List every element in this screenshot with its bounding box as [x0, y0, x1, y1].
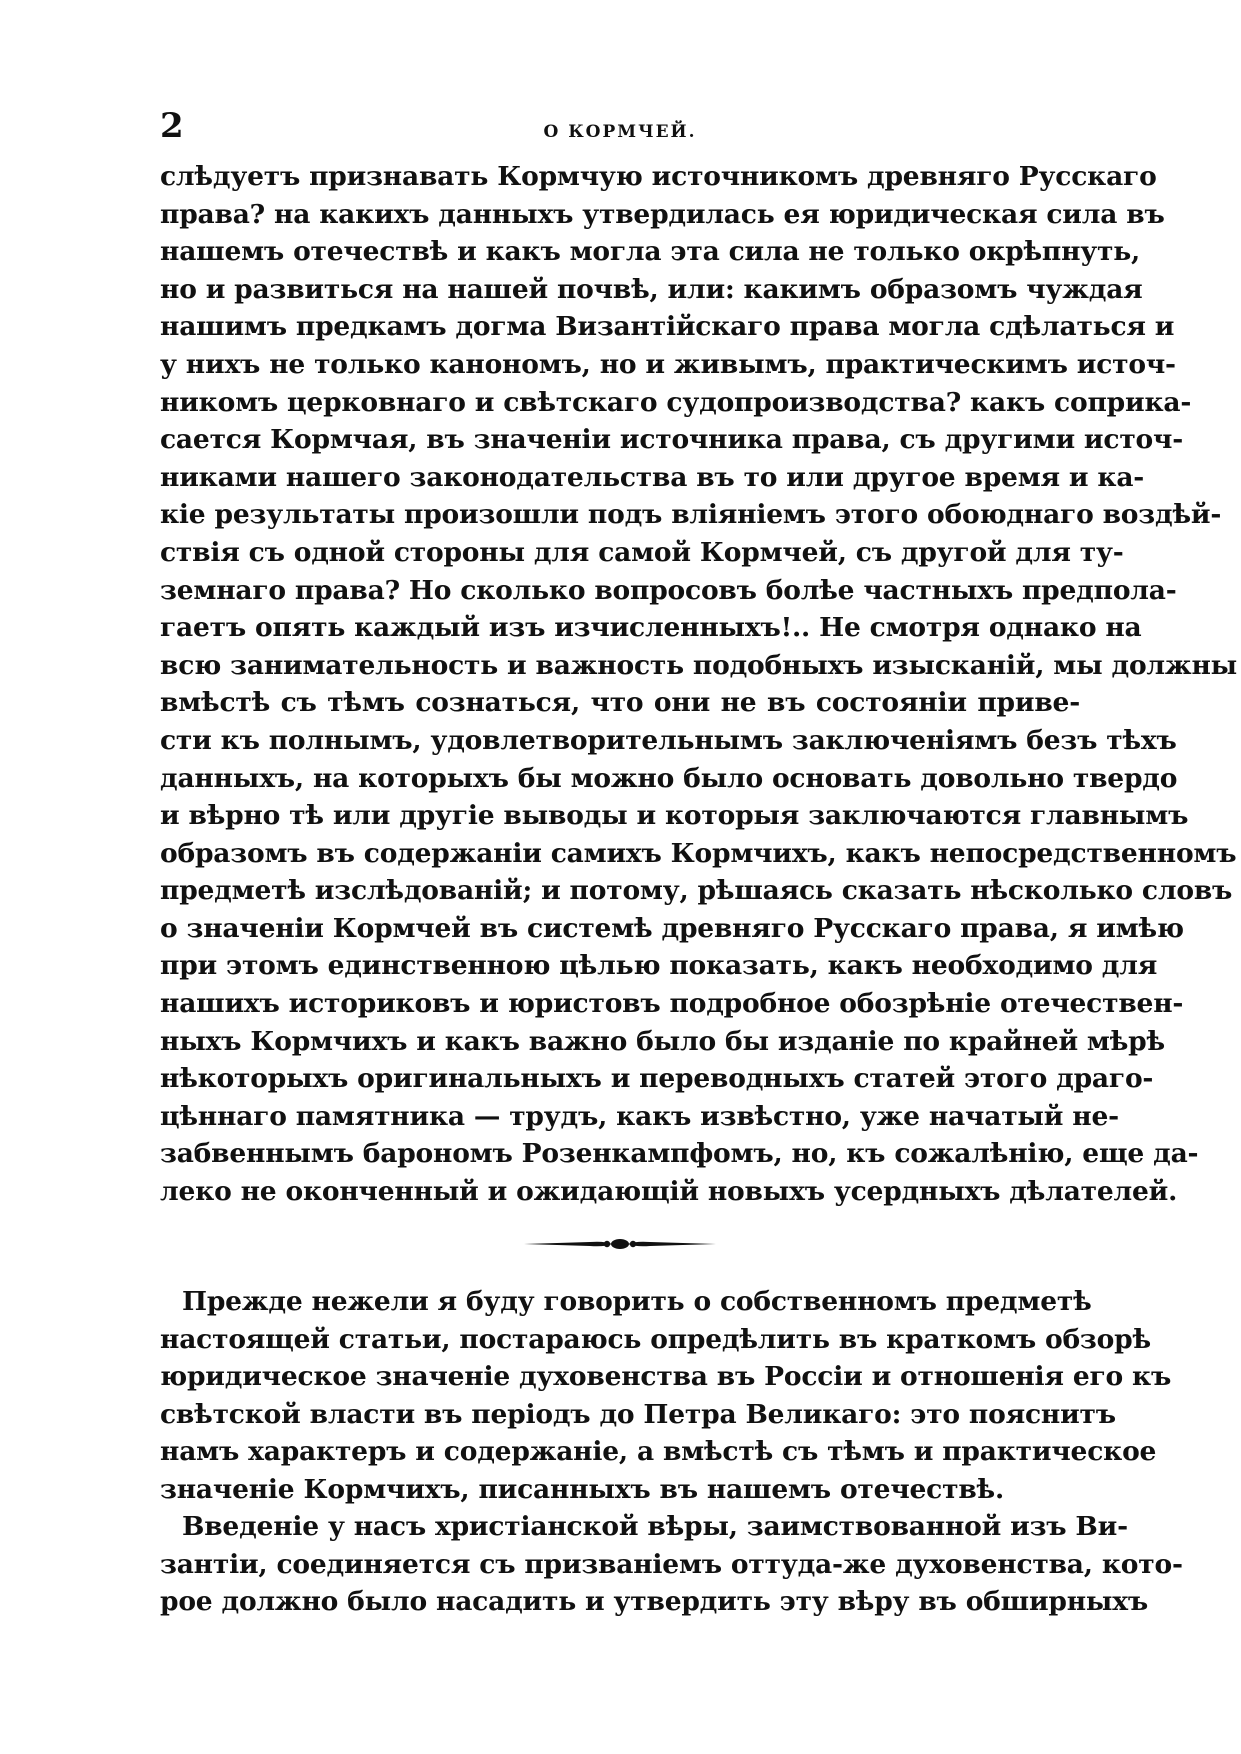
text-line: ствія съ одной стороны для самой Кормчей, съ другой для ту- [160, 536, 1124, 568]
text-line: но и развиться на нашей почвѣ, или: какимъ образомъ чуждая [160, 273, 1143, 305]
text-line: вмѣстѣ съ тѣмъ сознаться, что они не въ состояніи приве- [160, 687, 1080, 719]
text-line: забвеннымъ барономъ Розенкампфомъ, но, къ сожалѣнію, еще да- [160, 1138, 1199, 1170]
text-line: права? на какихъ данныхъ утвердилась ея юридическая сила въ [160, 198, 1165, 230]
text-line: о значеніи Кормчей въ системѣ древняго Русскаго права, я имѣю [160, 912, 1184, 944]
paragraph-2 [160, 1283, 1172, 1509]
text-line: цѣннаго памятника — трудъ, какъ извѣстно, уже начатый не- [160, 1100, 1119, 1132]
text-line: гаетъ опять каждый изъ изчисленныхъ!.. Не смотря однако на [160, 612, 1142, 644]
text-line: леко не оконченный и ожидающій новыхъ усердныхъ дѣлателей. [160, 1176, 1178, 1208]
text-line: нашимъ предкамъ догма Византійскаго права могла сдѣлаться и [160, 311, 1175, 343]
text-line: всю занимательность и важность подобныхъ изысканій, мы должны [160, 649, 1238, 681]
text-line: нашихъ историковъ и юристовъ подробное обозрѣніе отечествен- [160, 988, 1184, 1020]
text-line: при этомъ единственною цѣлью показать, какъ необходимо для [160, 950, 1158, 982]
text-line: сти къ полнымъ, удовлетворительнымъ заключеніямъ безъ тѣхъ [160, 724, 1177, 756]
paragraph-1 [160, 158, 1238, 1211]
text-line: у нихъ не только канономъ, но и живымъ, практическимъ источ- [160, 348, 1176, 380]
text-line: сается Кормчая, въ значеніи источника права, съ другими источ- [160, 424, 1184, 456]
text-line: юридическое значеніе духовенства въ Россіи и отношенія его къ [160, 1361, 1172, 1393]
text-line: Прежде нежели я буду говорить о собственномъ предметѣ [182, 1286, 1092, 1317]
text-line: зантіи, соединяется съ призваніемъ оттуда-же духовенства, кото- [160, 1548, 1183, 1580]
text-line: кіе результаты произошли подъ вліяніемъ этого обоюднаго воздѣй- [160, 499, 1222, 531]
text-line: ныхъ Кормчихъ и какъ важно было бы изданіе по крайней мѣрѣ [160, 1025, 1165, 1057]
text-line: нѣкоторыхъ оригинальныхъ и переводныхъ статей этого драго- [160, 1063, 1154, 1095]
text-line: земнаго права? Но сколько вопросовъ болѣе частныхъ предпола- [160, 574, 1177, 606]
running-head: О КОРМЧЕЙ. [543, 122, 697, 142]
paragraph-3 [160, 1508, 1183, 1621]
text-line: никомъ церковнаго и свѣтскаго судопроизводства? какъ соприка- [160, 386, 1192, 418]
text-line: образомъ въ содержаніи самихъ Кормчихъ, какъ непосредственномъ [160, 837, 1237, 869]
text-line: намъ характеръ и содержаніе, а вмѣстѣ съ тѣмъ и практическое [160, 1436, 1157, 1468]
divider-ornament-icon [520, 1232, 720, 1256]
text-line: предметѣ изслѣдованій; и потому, рѣшаясь сказать нѣсколько словъ [160, 875, 1233, 907]
text-line: нашемъ отечествѣ и какъ могла эта сила не только окрѣпнуть, [160, 236, 1141, 268]
page-header [160, 106, 1080, 152]
text-line: данныхъ, на которыхъ бы можно было основать довольно твердо [160, 762, 1178, 794]
text-line: слѣдуетъ признавать Кормчую источникомъ древняго Русскаго [160, 161, 1157, 192]
text-line: рое должно было насадить и утвердить эту вѣру въ обширныхъ [160, 1586, 1149, 1618]
text-line: значеніе Кормчихъ, писанныхъ въ нашемъ отечествѣ. [160, 1473, 1004, 1505]
page-number: 2 [160, 106, 184, 146]
text-line: Введеніе у насъ христіанской вѣры, заимствованной изъ Ви- [182, 1511, 1128, 1542]
text-line: никами нашего законодательства въ то или другое время и ка- [160, 461, 1145, 493]
text-line: настоящей статьи, постараюсь опредѣлить въ краткомъ обзорѣ [160, 1323, 1151, 1355]
text-line: и вѣрно тѣ или другіе выводы и которыя заключаются главнымъ [160, 800, 1189, 832]
text-line: свѣтской власти въ періодъ до Петра Великаго: это пояснитъ [160, 1398, 1116, 1430]
